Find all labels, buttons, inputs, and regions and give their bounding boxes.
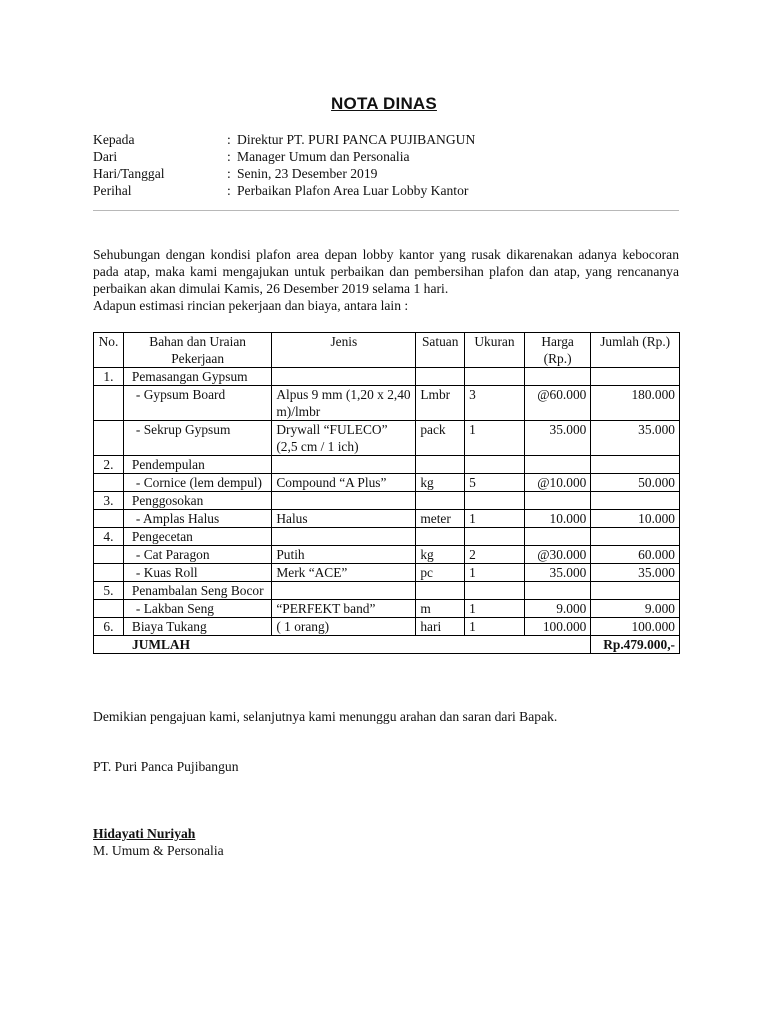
cell-jenis: ( 1 orang) (272, 618, 416, 636)
total-value: Rp.479.000,- (591, 636, 680, 654)
header-divider (93, 210, 679, 211)
cell-no: 4. (94, 528, 124, 546)
cell-no (94, 546, 124, 564)
header-value: Manager Umum dan Personalia (237, 149, 410, 164)
cell-satuan (416, 368, 465, 386)
cell-jenis: Halus (272, 510, 416, 528)
col-header-no: No. (94, 333, 124, 368)
total-label: JUMLAH (94, 636, 591, 654)
cell-no (94, 421, 124, 456)
table-header-row (94, 333, 680, 368)
cell-jumlah: 35.000 (591, 421, 680, 456)
cell-harga: 35.000 (524, 564, 590, 582)
cell-no: 3. (94, 492, 124, 510)
cell-jumlah: 50.000 (591, 474, 680, 492)
cell-satuan: pc (416, 564, 465, 582)
cell-jenis: Compound “A Plus” (272, 474, 416, 492)
table-row (94, 492, 680, 510)
cell-ukuran: 5 (465, 474, 525, 492)
cell-bahan: - Lakban Seng (123, 600, 271, 618)
cell-no: 5. (94, 582, 124, 600)
cell-ukuran: 2 (465, 546, 525, 564)
cell-bahan: - Gypsum Board (123, 386, 271, 421)
cell-satuan (416, 456, 465, 474)
cell-bahan: Penggosokan (123, 492, 271, 510)
cell-harga: 100.000 (524, 618, 590, 636)
cell-harga (524, 492, 590, 510)
col-header-jenis: Jenis (272, 333, 416, 368)
table-row (94, 421, 680, 456)
cell-ukuran (465, 528, 525, 546)
estimate-table (93, 332, 680, 654)
cell-jumlah (591, 492, 680, 510)
cell-jenis (272, 582, 416, 600)
cell-jumlah: 9.000 (591, 600, 680, 618)
cell-bahan: Pemasangan Gypsum (123, 368, 271, 386)
cell-ukuran: 1 (465, 510, 525, 528)
header-value: Direktur PT. PURI PANCA PUJIBANGUN (237, 132, 476, 147)
cell-no (94, 474, 124, 492)
cell-jumlah (591, 456, 680, 474)
table-row (94, 564, 680, 582)
header-label: Perihal (93, 183, 132, 198)
cell-jenis: Merk “ACE” (272, 564, 416, 582)
cell-satuan: hari (416, 618, 465, 636)
cell-harga: 9.000 (524, 600, 590, 618)
cell-jumlah: 10.000 (591, 510, 680, 528)
cell-no: 1. (94, 368, 124, 386)
body-paragraph: Sehubungan dengan kondisi plafon area depan lobby kantor yang rusak dikarenakan adanya kebocoran pada atap, maka kami mengajukan untuk perbaikan dan pembersihan plafon dan atap, yang rencananya perbaikan akan dimulai Kamis, 26 Desember 2019 selama 1 hari. (93, 247, 679, 296)
cell-satuan: kg (416, 474, 465, 492)
cell-harga (524, 528, 590, 546)
cell-jenis: “PERFEKT band” (272, 600, 416, 618)
cell-bahan: - Cat Paragon (123, 546, 271, 564)
cell-satuan: kg (416, 546, 465, 564)
table-row (94, 510, 680, 528)
body-text (93, 246, 679, 314)
cell-no (94, 600, 124, 618)
cell-bahan: - Sekrup Gypsum (123, 421, 271, 456)
header-row-kepada (93, 131, 683, 148)
table-row (94, 618, 680, 636)
closing-text: Demikian pengajuan kami, selanjutnya kami menunggu arahan dan saran dari Bapak. (93, 709, 558, 724)
table-row (94, 474, 680, 492)
cell-bahan: - Amplas Halus (123, 510, 271, 528)
body-intro: Adapun estimasi rincian pekerjaan dan biaya, antara lain : (93, 298, 409, 313)
cell-ukuran (465, 492, 525, 510)
table-row (94, 386, 680, 421)
cell-jumlah (591, 368, 680, 386)
table-row (94, 528, 680, 546)
cell-harga: 35.000 (524, 421, 590, 456)
cell-no (94, 564, 124, 582)
cell-no: 2. (94, 456, 124, 474)
header-colon: : (227, 149, 231, 164)
table-row (94, 368, 680, 386)
cell-jenis (272, 456, 416, 474)
col-header-harga: Harga (Rp.) (524, 333, 590, 368)
header-label: Dari (93, 149, 118, 164)
cell-ukuran: 1 (465, 600, 525, 618)
signer-position: M. Umum & Personalia (93, 843, 224, 858)
cell-jumlah: 180.000 (591, 386, 680, 421)
header-colon: : (227, 183, 231, 198)
cell-jenis (272, 368, 416, 386)
cell-jumlah: 100.000 (591, 618, 680, 636)
col-header-bahan: Bahan dan Uraian Pekerjaan (123, 333, 271, 368)
table-row (94, 600, 680, 618)
cell-bahan: Pendempulan (123, 456, 271, 474)
table-row (94, 546, 680, 564)
cell-no (94, 386, 124, 421)
cell-jenis (272, 528, 416, 546)
cell-no (94, 510, 124, 528)
cell-harga: @60.000 (524, 386, 590, 421)
cell-bahan: Pengecetan (123, 528, 271, 546)
memo-header (93, 131, 683, 199)
header-value: Perbaikan Plafon Area Luar Lobby Kantor (237, 183, 469, 198)
cell-jumlah: 35.000 (591, 564, 680, 582)
header-row-perihal (93, 182, 683, 199)
cell-bahan: Biaya Tukang (123, 618, 271, 636)
cell-ukuran: 1 (465, 421, 525, 456)
header-row-tanggal (93, 165, 683, 182)
cell-jumlah (591, 528, 680, 546)
header-label: Hari/Tanggal (93, 166, 165, 181)
cell-satuan (416, 528, 465, 546)
cell-harga (524, 582, 590, 600)
cell-jenis: Alpus 9 mm (1,20 x 2,40 m)/lmbr (272, 386, 416, 421)
cell-jenis: Drywall “FULECO” (2,5 cm / 1 ich) (272, 421, 416, 456)
cell-ukuran (465, 456, 525, 474)
cell-jumlah: 60.000 (591, 546, 680, 564)
header-value: Senin, 23 Desember 2019 (237, 166, 378, 181)
header-colon: : (227, 132, 231, 147)
table-row (94, 456, 680, 474)
cell-satuan: meter (416, 510, 465, 528)
table-body (94, 368, 680, 636)
cell-satuan (416, 492, 465, 510)
cell-bahan: - Cornice (lem dempul) (123, 474, 271, 492)
cell-satuan: pack (416, 421, 465, 456)
signer-name: Hidayati Nuriyah (93, 826, 196, 841)
col-header-jumlah: Jumlah (Rp.) (591, 333, 680, 368)
cell-no: 6. (94, 618, 124, 636)
cell-harga (524, 456, 590, 474)
cell-harga: 10.000 (524, 510, 590, 528)
col-header-satuan: Satuan (416, 333, 465, 368)
table-row (94, 582, 680, 600)
header-colon: : (227, 166, 231, 181)
cell-bahan: Penambalan Seng Bocor (123, 582, 271, 600)
cell-harga: @10.000 (524, 474, 590, 492)
cell-ukuran: 1 (465, 564, 525, 582)
document-title: NOTA DINAS (331, 94, 437, 113)
cell-harga (524, 368, 590, 386)
cell-harga: @30.000 (524, 546, 590, 564)
header-row-dari (93, 148, 683, 165)
cell-satuan: m (416, 600, 465, 618)
col-header-ukuran: Ukuran (465, 333, 525, 368)
cell-ukuran: 3 (465, 386, 525, 421)
cell-jumlah (591, 582, 680, 600)
company-name: PT. Puri Panca Pujibangun (93, 759, 239, 774)
cell-ukuran (465, 582, 525, 600)
cell-ukuran: 1 (465, 618, 525, 636)
header-label: Kepada (93, 132, 135, 147)
cell-bahan: - Kuas Roll (123, 564, 271, 582)
cell-satuan: Lmbr (416, 386, 465, 421)
table-total-row (94, 636, 680, 654)
cell-ukuran (465, 368, 525, 386)
cell-jenis (272, 492, 416, 510)
cell-jenis: Putih (272, 546, 416, 564)
cell-satuan (416, 582, 465, 600)
